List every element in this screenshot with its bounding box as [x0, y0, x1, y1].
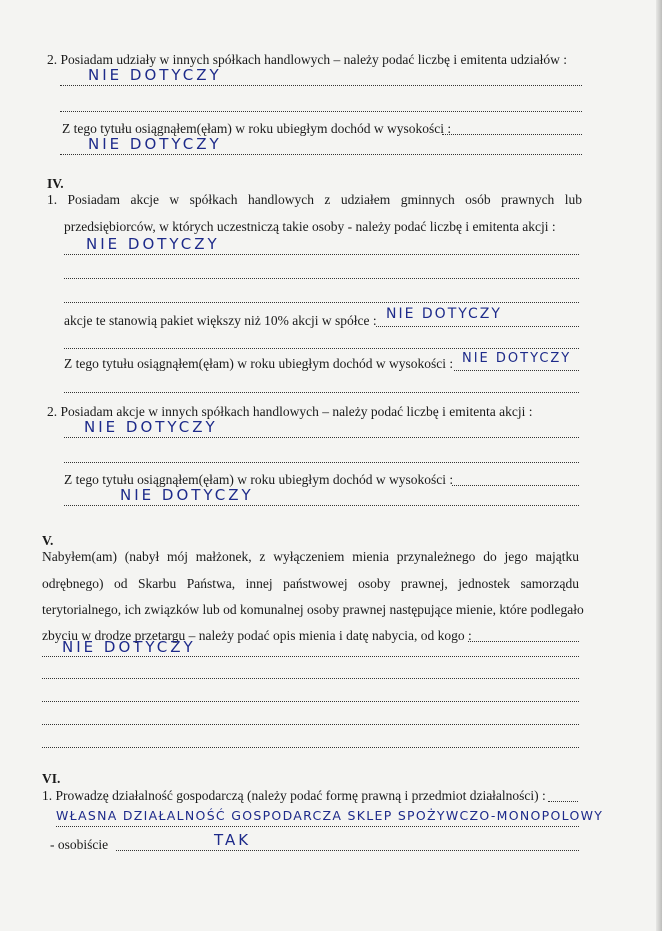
dotted-line [64, 505, 579, 506]
section-v-heading: V. [42, 533, 54, 548]
dotted-line [116, 850, 579, 851]
dotted-line [64, 392, 579, 393]
dotted-line [42, 701, 579, 702]
s4-item1-percent-text: akcje te stanowią pakiet większy niż 10% akcji w spółce : [64, 313, 377, 328]
dotted-line [64, 302, 579, 303]
scan-edge [656, 0, 662, 931]
s4-item2-income-answer: NIE DOTYCZY [120, 486, 254, 504]
dotted-line [60, 111, 582, 112]
dotted-line [60, 85, 582, 86]
s5-line2: odrębnego) od Skarbu Państwa, innej państwowej osoby prawnej, jednostek samorządu [42, 576, 579, 591]
s4-item1-income-answer: NIE DOTYCZY [462, 351, 572, 366]
section-iv-heading: IV. [47, 176, 64, 191]
s4-item2-text: 2. Posiadam akcje w innych spółkach handlowych – należy podać liczbę i emitenta akcji : [47, 404, 533, 419]
dotted-line [42, 724, 579, 725]
s3-item2-income-text: Z tego tytułu osiągnąłem(ęłam) w roku ubiegłym dochód w wysokości : [62, 121, 452, 136]
dotted-line [452, 485, 579, 486]
s3-item2-answer: NIE DOTYCZY [88, 66, 222, 84]
s4-item2-answer: NIE DOTYCZY [84, 418, 218, 436]
dotted-line [468, 641, 579, 642]
s4-item1-line1: 1. Posiadam akcje w spółkach handlowych z udziałem gminnych osób prawnych lub [47, 192, 582, 207]
dotted-line [64, 254, 579, 255]
s6-personally-answer: TAK [214, 831, 252, 849]
dotted-line [442, 134, 582, 135]
s5-answer: NIE DOTYCZY [62, 638, 196, 656]
s4-item1-line2: przedsiębiorców, w których uczestniczą takie osoby - należy podać liczbę i emitenta akcji : [64, 219, 556, 234]
dotted-line [454, 370, 579, 371]
s6-personally-label: - osobiście [50, 837, 109, 852]
dotted-line [64, 348, 579, 349]
dotted-line [64, 462, 579, 463]
s5-line4: zbyciu w drodze przetargu – należy podać opis mienia i datę nabycia, od kogo : [42, 628, 472, 643]
dotted-line [64, 437, 579, 438]
s6-item1-answer: WŁASNA DZIAŁALNOŚĆ GOSPODARCZA SKLEP SPOŻYWCZO-MONOPOLOWY [56, 808, 604, 823]
dotted-line [42, 656, 579, 657]
s5-line1: Nabyłem(am) (nabył mój małżonek, z wyłączeniem mienia przynależnego do jego majątku [42, 549, 579, 564]
dotted-line [42, 747, 579, 748]
s4-item1-percent-answer: NIE DOTYCZY [386, 306, 502, 322]
s4-item1-answer: NIE DOTYCZY [86, 235, 220, 253]
s5-line3: terytorialnego, ich związków lub od komunalnej osoby prawnej następujące mienie, które podlegało [42, 602, 584, 617]
dotted-line [56, 826, 579, 827]
dotted-line [60, 154, 582, 155]
s6-item1-text: 1. Prowadzę działalność gospodarczą (należy podać formę prawną i przedmiot działalności) : [42, 788, 546, 803]
dotted-line [548, 801, 578, 802]
section-vi-heading: VI. [42, 771, 61, 786]
s4-item2-income-text: Z tego tytułu osiągnąłem(ęłam) w roku ubiegłym dochód w wysokości : [64, 472, 454, 487]
dotted-line [376, 326, 579, 327]
s3-item2-income-answer: NIE DOTYCZY [88, 135, 222, 153]
s3-item2-text: 2. Posiadam udziały w innych spółkach handlowych – należy podać liczbę i emitenta udziałów : [47, 52, 567, 67]
s4-item1-income-text: Z tego tytułu osiągnąłem(ęłam) w roku ubiegłym dochód w wysokości : [64, 356, 454, 371]
dotted-line [64, 278, 579, 279]
dotted-line [42, 678, 579, 679]
